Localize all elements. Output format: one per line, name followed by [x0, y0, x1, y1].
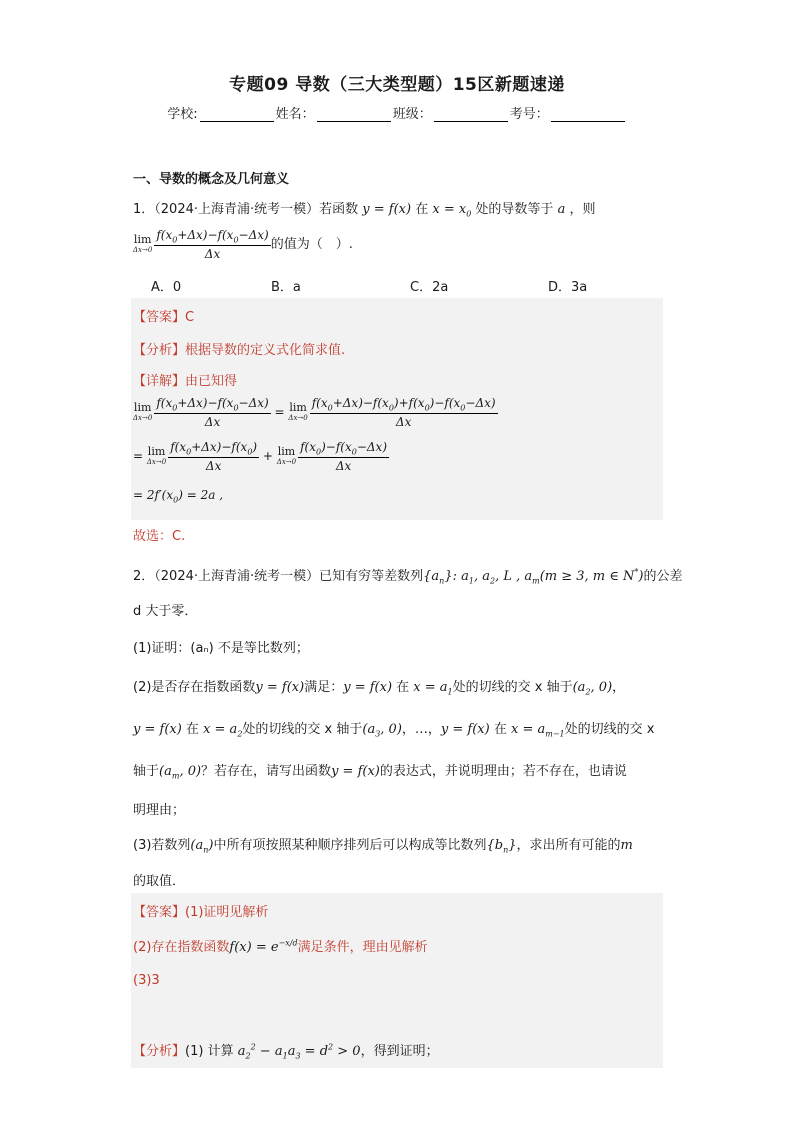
q2-line4: (2)是否存在指数函数y = f(x)满足：y = f(x) 在 $x = a_1$处的切线的交 x 轴于($a_2$, 0)，: [133, 680, 626, 697]
q2-answer-2: (2)存在指数函数$f(x) = e^{-x/d}$满足条件，理由见解析: [133, 938, 428, 955]
q1-analysis: 【分析】根据导数的定义式化简求值.: [133, 343, 346, 358]
formula-a: a: [557, 202, 566, 217]
school-blank: [200, 109, 274, 122]
q2-line7: 明理由；: [133, 803, 186, 818]
q2-answer-3: (3)3: [133, 973, 160, 988]
q2-line8: (3)若数列$(a_n)$中所有项按照某种顺序排列后可以构成等比数列$\{b_n\}$，求出所有可能的m: [133, 838, 633, 855]
q2-line6: 轴于($a_m$, 0)？若存在，请写出函数y = f(x)的表达式，并说明理由；若不存在，也请说: [133, 764, 627, 781]
student-info-line: [0, 103, 794, 122]
q2-analysis: 【分析】(1) 计算 $a_2^2 - a_1a_3 = d^2 > 0$，得到证明；: [133, 1042, 439, 1061]
q2-line9: 的取值．: [133, 874, 186, 889]
formula-y-fx: y = f(x): [362, 202, 412, 217]
id-blank: [551, 109, 625, 122]
section-heading: 一、导数的概念及几何意义: [133, 172, 290, 187]
class-label: 班级：: [392, 107, 432, 122]
q1-final: 故选：C.: [133, 529, 186, 544]
q1-option-c[interactable]: C．2a: [410, 280, 449, 295]
q2-line1: 2．（2024·上海青浦·统考一模）已知有穷等差数列$\{a_n\}$: $a_1$, $a_2$, L , $a_m(m \ge 3$, m ∈ N*)的公差: [133, 567, 683, 586]
formula-x-x0: $x = x_0$: [432, 202, 472, 219]
q1-stem-line1: 1．（2024·上海青浦·统考一模）若函数 y = f(x) 在 $x = x_0$ 处的导数等于 a ，则: [133, 202, 596, 219]
id-label: 考号：: [509, 107, 549, 122]
name-label: 姓名：: [275, 107, 315, 122]
q1-stem-line2: lim Δx→0 $\frac{f(x_0+\Delta x)-f(x_0-\Delta x)}{\Delta x}$ 的值为（ ）.: [133, 228, 353, 262]
q1-option-b[interactable]: B．a: [271, 280, 301, 295]
q2-line2: d 大于零．: [133, 604, 198, 619]
class-blank: [434, 109, 508, 122]
q1-option-a[interactable]: A．0: [151, 280, 182, 295]
q1-derivation-2: = lim Δx→0 $\frac{f(x_0+\Delta x)-f(x_0)}{\Delta x}$ + lim Δx→0 $\frac{f(x_0)-f(x_0-\Delta x)}{\Delta x}$: [133, 440, 387, 474]
q2-line3: (1)证明：(aₙ) 不是等比数列；: [133, 641, 309, 656]
limit-symbol: lim Δx→0: [133, 232, 153, 254]
q1-answer: 【答案】C: [133, 310, 195, 325]
q1-detail: 【详解】由已知得: [133, 374, 238, 389]
q1-derivation-3: = $2f'(x_0) = 2a$ ,: [133, 488, 224, 505]
q2-answer-1: 【答案】(1)证明见解析: [133, 905, 269, 920]
q2-line5: y = f(x) 在 $x = a_2$处的切线的交 x 轴于($a_3$, 0)，…，y = f(x) 在 $x = a_{m-1}$处的切线的交 x: [133, 722, 655, 739]
q1-option-d[interactable]: D．3a: [548, 280, 588, 295]
name-blank: [317, 109, 391, 122]
difference-quotient: $\frac{f(x_0+\Delta x)-f(x_0-\Delta x)}{\Delta x}$: [156, 228, 269, 262]
school-label: 学校:: [167, 107, 198, 122]
q1-derivation-1: lim Δx→0 $\frac{f(x_0+\Delta x)-f(x_0-\Delta x)}{\Delta x}$ = lim Δx→0 $\frac{f(x_0+\Delta x)-f(x_0)+f(x_0)-f(x_0-\Delta x)}{\Delta x}$: [133, 396, 496, 430]
formula-sequence: $\{a_n\}$: $a_1$, $a_2$, L , $a_m(m \ge 3$, m ∈ N*): [423, 567, 644, 586]
page-title: 专题09 导数（三大类型题）15区新题速递: [229, 75, 565, 95]
